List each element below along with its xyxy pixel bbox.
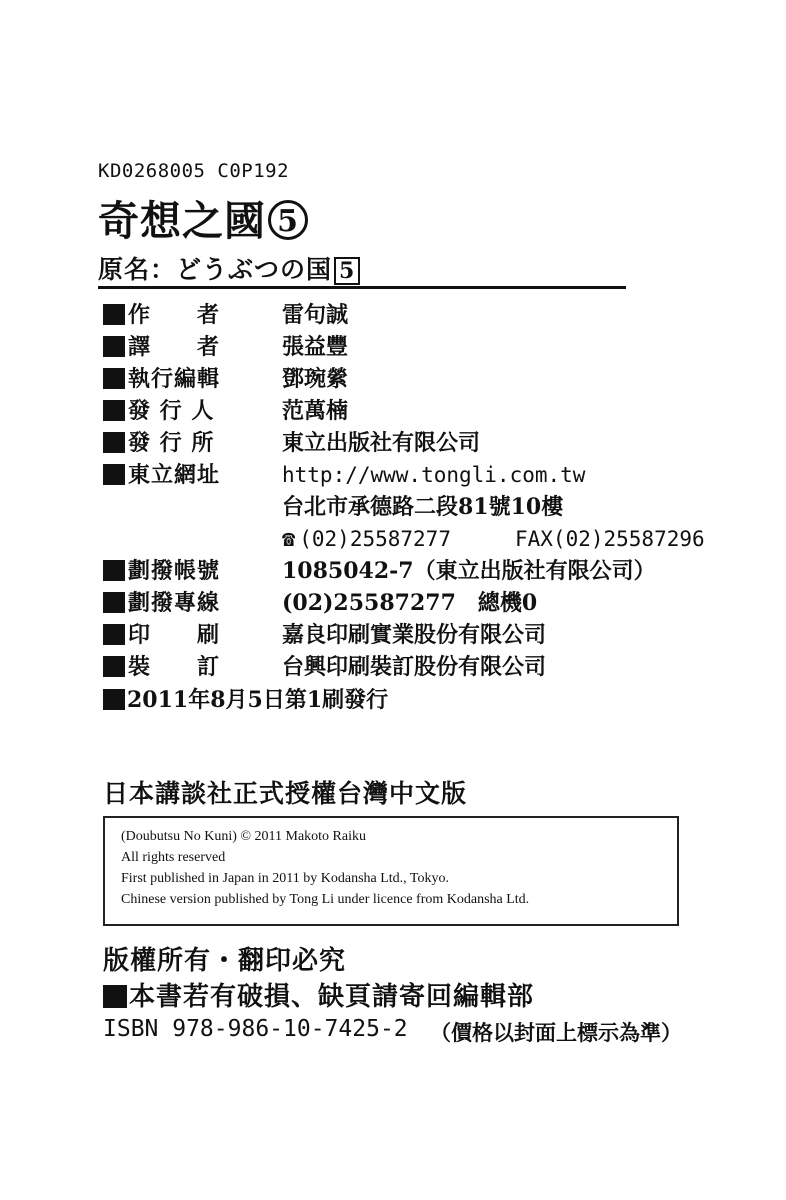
credit-value: 雷句誠 [282, 302, 349, 328]
phone-number: (02)25587277 [299, 527, 451, 551]
bullet-square-icon [103, 464, 125, 485]
credit-label: 譯 者 [128, 334, 221, 360]
credit-value: 東立出版社有限公司 [282, 430, 481, 456]
credit-label: 東立網址 [128, 462, 221, 488]
credit-label: 裝 訂 [128, 654, 221, 680]
rights-notice: 版權所有・翻印必究 [103, 946, 347, 976]
credit-value: (02)25587277 總機0 [282, 590, 538, 616]
credit-value: 1085042-7（東立出版社有限公司） [282, 558, 656, 584]
damaged-notice-text: 本書若有破損、缺頁請寄回編輯部 [129, 982, 535, 1012]
credit-label: 發 行 所 [128, 430, 215, 456]
bullet-square-icon [103, 592, 125, 613]
publication-date [103, 683, 388, 714]
original-title-text: 原名：どうぶつの国 [98, 255, 333, 284]
price-note: （價格以封面上標示為準） [430, 1020, 682, 1045]
original-volume-box: 5 [334, 257, 360, 285]
copyright-line: All rights reserved [121, 850, 226, 865]
bullet-square-icon [103, 689, 125, 710]
fax-number: FAX(02)25587296 [515, 527, 705, 551]
credit-label: 發 行 人 [128, 398, 215, 424]
bullet-square-icon [103, 624, 125, 645]
bullet-square-icon [103, 985, 127, 1008]
copyright-line: (Doubutsu No Kuni) © 2011 Makoto Raiku [121, 829, 366, 844]
credit-value: 台興印刷裝訂股份有限公司 [282, 654, 547, 680]
website-link[interactable]: http://www.tongli.com.tw [282, 463, 586, 487]
credit-label: 作 者 [128, 302, 221, 328]
credit-value: 嘉良印刷實業股份有限公司 [282, 622, 547, 648]
publication-date-text: 2011年8月5日第1刷發行 [127, 687, 389, 713]
credit-label: 印 刷 [128, 622, 221, 648]
credit-label: 劃撥帳號 [128, 558, 221, 584]
bullet-square-icon [103, 400, 125, 421]
address: 台北市承德路二段81號10樓 [282, 494, 564, 520]
copyright-line: Chinese version published by Tong Li under licence from Kodansha Ltd. [121, 892, 530, 907]
credit-value: 鄧琬縈 [282, 366, 349, 392]
bullet-square-icon [103, 432, 125, 453]
license-title: 日本講談社正式授權台灣中文版 [103, 779, 468, 808]
original-title [98, 250, 360, 286]
credit-value: 張益豐 [282, 334, 349, 360]
divider [98, 286, 626, 289]
copyright-box [103, 816, 679, 926]
book-title [98, 188, 308, 247]
telephone-icon: ☎ [282, 527, 296, 552]
catalog-code: KD0268005 C0P192 [98, 160, 290, 182]
volume-circle: 5 [268, 200, 308, 240]
bullet-square-icon [103, 336, 125, 357]
title-text: 奇想之國 [98, 197, 266, 245]
bullet-square-icon [103, 656, 125, 677]
copyright-line: First published in Japan in 2011 by Kodansha Ltd., Tokyo. [121, 871, 450, 886]
bullet-square-icon [103, 560, 125, 581]
bullet-square-icon [103, 304, 125, 325]
isbn: ISBN 978-986-10-7425-2 [103, 1016, 408, 1042]
credit-label: 執行編輯 [128, 366, 221, 392]
bullet-square-icon [103, 368, 125, 389]
credit-label: 劃撥專線 [128, 590, 221, 616]
credit-value: 范萬楠 [282, 398, 349, 424]
damaged-notice [103, 976, 534, 1013]
